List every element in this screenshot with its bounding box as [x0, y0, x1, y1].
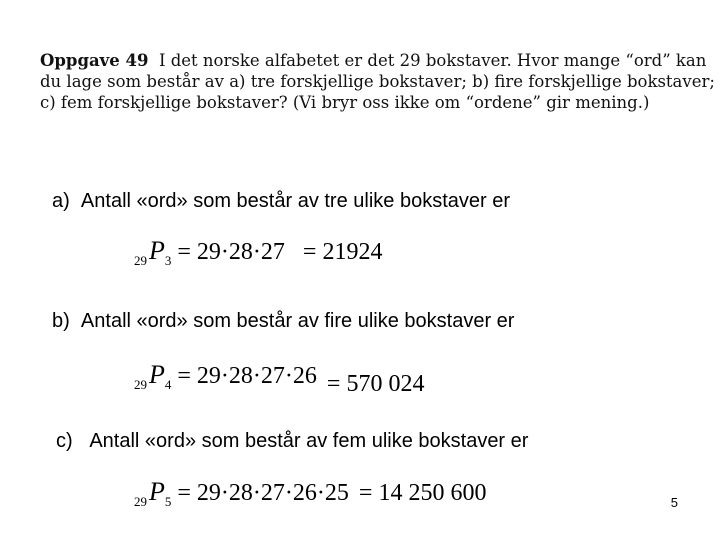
formula-b-expr: = 29·28·27·26: [177, 363, 317, 389]
formula-c-k: 5: [164, 494, 172, 509]
task-line-1: [40, 50, 707, 71]
formula-a-k: 3: [164, 253, 172, 268]
question-a-text: Antall «ord» som består av tre ulike bokstaver er: [80, 190, 511, 212]
formula-a-expr: = 29·28·27: [177, 239, 285, 265]
formula-c-result: = 14 250 600: [358, 480, 487, 506]
formula-c: [134, 477, 486, 507]
page-number: 5: [670, 495, 678, 510]
formula-b-k: 4: [164, 377, 172, 392]
question-b-text: Antall «ord» som består av fire ulike bokstaver er: [80, 310, 515, 332]
formula-c-n: 29: [134, 494, 147, 509]
question-b: [52, 310, 514, 333]
question-c-text: Antall «ord» som består av fem ulike bokstaver er: [89, 430, 529, 452]
question-a: [52, 190, 510, 213]
formula-a-p: P: [149, 236, 165, 265]
formula-a-result: = 21924: [302, 239, 383, 265]
question-b-label: b): [52, 310, 70, 332]
task-line-2: du lage som består av a) tre forskjellige bokstaver; b) fire forskjellige bokstaver;: [40, 72, 715, 91]
formula-c-expr: = 29·28·27·26·25: [177, 480, 349, 506]
formula-b-n: 29: [134, 377, 147, 392]
question-a-label: a): [52, 190, 70, 212]
task-text-1: I det norske alfabetet er det 29 bokstaver. Hvor mange “ord” kan: [158, 51, 707, 70]
question-c: [56, 430, 528, 453]
formula-b-result: = 570 024: [326, 371, 425, 397]
question-c-label: c): [56, 430, 73, 452]
task-statement: [40, 50, 715, 113]
formula-b-p: P: [149, 360, 165, 389]
formula-c-p: P: [149, 477, 165, 506]
task-title: Oppgave 49: [40, 51, 149, 70]
formula-a-n: 29: [134, 253, 147, 268]
formula-a: [134, 236, 382, 266]
task-line-3: c) fem forskjellige bokstaver? (Vi bryr oss ikke om “ordene” gir mening.): [40, 93, 650, 112]
formula-b: [134, 360, 425, 397]
